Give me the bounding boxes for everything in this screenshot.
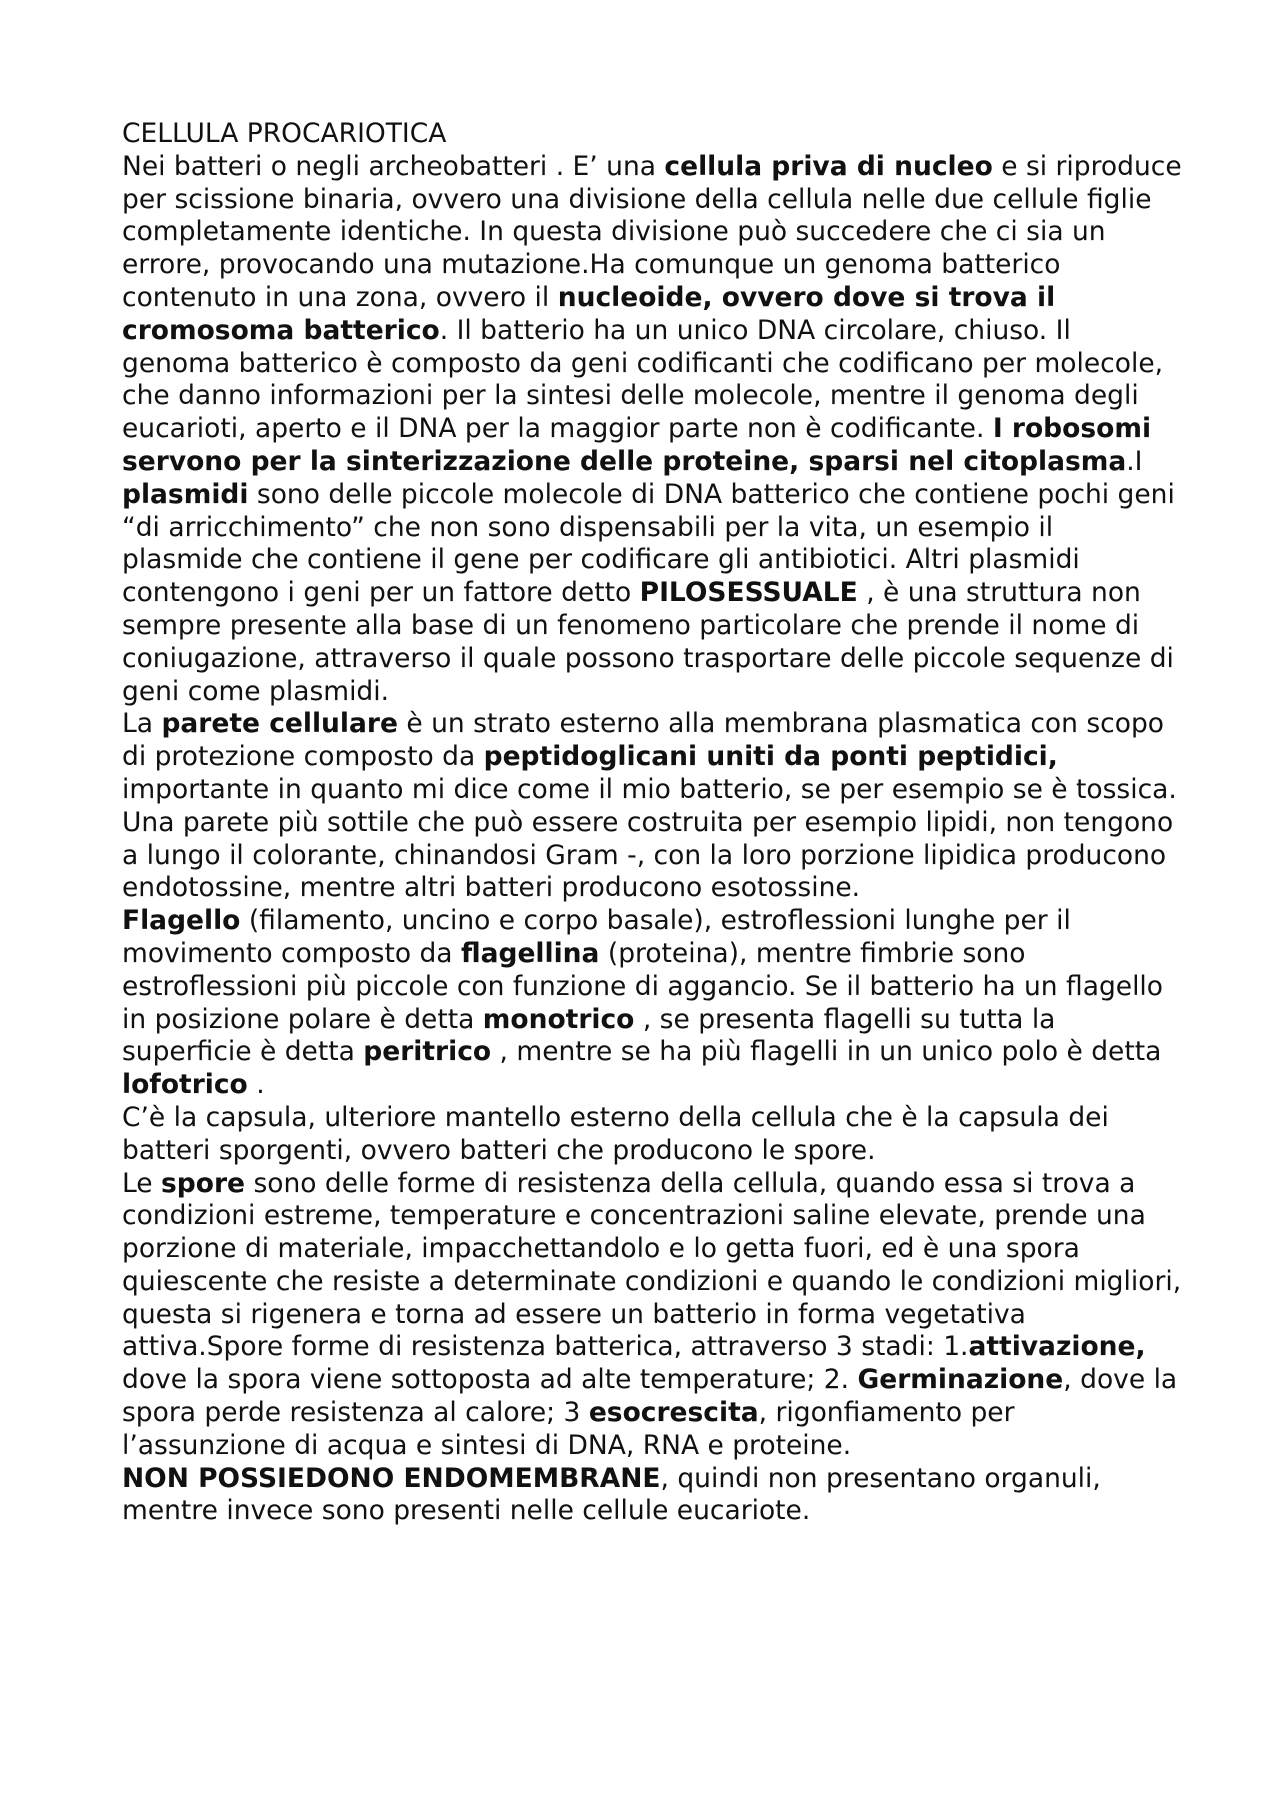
bold-text: esocrescita	[588, 1397, 759, 1429]
bold-text: Germinazione	[857, 1364, 1064, 1396]
text-run: e si riproduce per scissione binaria, ovvero una divisione della cellula nelle due cellule figlie completamente identiche. In questa divisione può succedere che ci sia un errore, provocando una mutazione.Ha comunque un genoma batterico contenuto in una zona, ovvero il	[122, 150, 1182, 313]
paragraph	[122, 151, 1182, 709]
text-run: dove la spora viene sottoposta ad alte temperature; 2.	[122, 1364, 858, 1396]
text-run: La	[122, 708, 162, 740]
bold-text: plasmidi	[122, 478, 249, 510]
bold-text: parete cellulare	[161, 708, 398, 740]
bold-text: lofotrico	[122, 1069, 248, 1101]
text-run: . Il batterio ha un unico DNA circolare, chiuso. Il genoma batterico è composto da geni codificanti che codificano per molecole, che danno informazioni per la sintesi delle molecole, mentre il genoma degli eucarioti, aperto e il DNA per la maggior parte non è codificante.	[122, 314, 1164, 445]
bold-text: attivazione,	[968, 1331, 1146, 1363]
text-run: , dove la spora perde resistenza al calore; 3	[122, 1364, 1178, 1429]
paragraph	[122, 1168, 1182, 1463]
bold-text: cellula priva di nucleo	[664, 150, 993, 182]
text-run: (filamento, uncino e corpo basale), estroflessioni lunghe per il movimento composto da	[122, 905, 1071, 969]
bold-text: NON POSSIEDONO ENDOMEMBRANE	[122, 1462, 661, 1494]
text-run: (proteina), mentre fimbrie sono estroflessioni più piccole con funzione di aggancio. Se il batterio ha un flagello in posizione polare è detta	[122, 937, 1164, 1035]
text-run: , mentre se ha più flagelli in un unico polo è detta	[491, 1036, 1162, 1068]
paragraph	[122, 1102, 1182, 1168]
text-run: è un strato esterno alla membrana plasmatica con scopo di protezione composto da	[122, 708, 1164, 773]
document-body	[122, 151, 1182, 1528]
text-run: importante in quanto mi dice come il mio batterio, se per esempio se è tossica. Una parete più sottile che può essere costruita per esempio lipidi, non tengono a lungo il colorante, chinandosi Gram -, con la loro porzione lipidica producono endotossine, mentre altri batteri producono esotossine.	[122, 773, 1177, 904]
bold-text: peritrico	[363, 1036, 492, 1068]
bold-text: flagellina	[460, 937, 600, 969]
document-page	[122, 118, 1182, 1528]
text-run: , quindi non presentano organuli, mentre invece sono presenti nelle cellule eucariote.	[122, 1462, 1101, 1527]
bold-text: I robosomi servono per la sinterizzazione delle proteine, sparsi nel citoplasma	[122, 413, 1152, 477]
document-title: CELLULA PROCARIOTICA	[122, 118, 447, 149]
text-run: , se presenta flagelli su tutta la superficie è detta	[122, 1003, 1056, 1068]
paragraph	[122, 1463, 1182, 1529]
text-run: .	[247, 1069, 265, 1101]
text-run: .I	[1126, 445, 1143, 477]
bold-text: monotrico	[482, 1003, 635, 1035]
bold-text: PILOSESSUALE	[639, 577, 858, 609]
bold-text: Flagello	[122, 905, 241, 937]
text-run: Le	[122, 1167, 162, 1199]
bold-text: peptidoglicani uniti da ponti peptidici,	[483, 741, 1058, 773]
text-run: , rigonfiamento per l’assunzione di acqua e sintesi di DNA, RNA e proteine.	[122, 1397, 1015, 1461]
text-run: Nei batteri o negli archeobatteri . E’ una	[122, 150, 665, 182]
paragraph	[122, 708, 1182, 905]
text-run: , è una struttura non sempre presente alla base di un fenomeno particolare che prende il nome di coniugazione, attraverso il quale possono trasportare delle piccole sequenze di geni come plasmidi.	[122, 577, 1174, 707]
text-run: sono delle forme di resistenza della cellula, quando essa si trova a condizioni estreme, temperature e concentrazioni saline elevate, prende una porzione di materiale, impacchettandolo e lo getta fuori, ed è una spora quiescente che resiste a determinate condizioni e quando le condizioni migliori, questa si rigenera e torna ad essere un batterio in forma vegetativa attiva.Spore forme di resistenza batterica, attraverso 3 stadi: 1.	[122, 1167, 1182, 1363]
text-run: C’è la capsula, ulteriore mantello esterno della cellula che è la capsula dei batteri sporgenti, ovvero batteri che producono le spore.	[122, 1101, 1109, 1166]
bold-text: nucleoide, ovvero dove si trova il cromosoma batterico	[122, 281, 1056, 346]
text-run: sono delle piccole molecole di DNA batterico che contiene pochi geni “di arricchimento” che non sono dispensabili per la vita, un esempio il plasmide che contiene il gene per codificare gli antibiotici. Altri plasmidi contengono i geni per un fattore detto	[122, 478, 1175, 609]
paragraph	[122, 905, 1182, 1102]
bold-text: spore	[161, 1167, 246, 1199]
